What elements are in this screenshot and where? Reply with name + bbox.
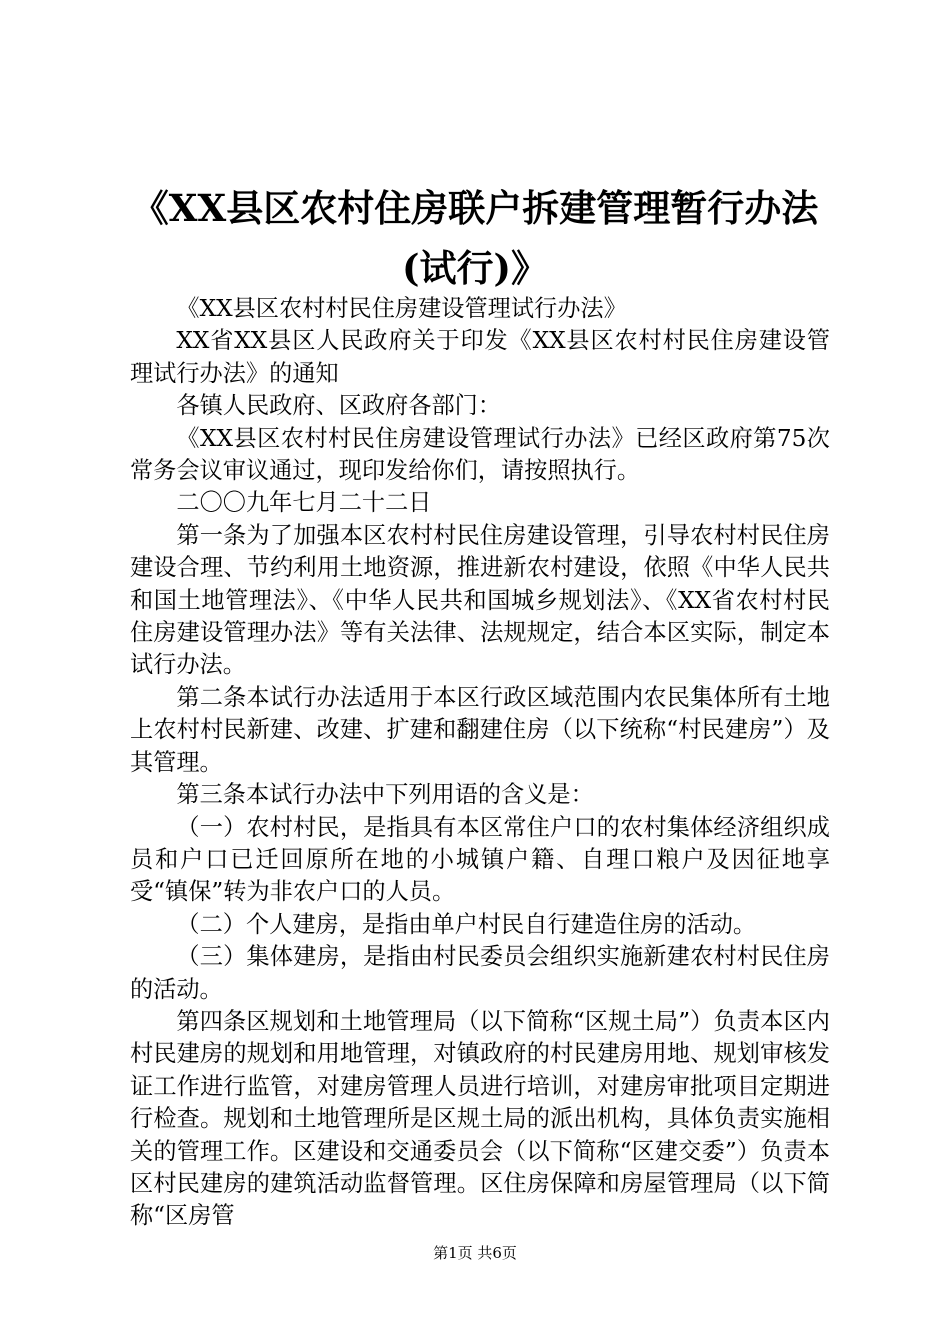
document-title: 《XX县区农村住房联户拆建管理暂行办法(试行)》 [131,186,819,290]
paragraph-notice-heading: XX省XX县区人民政府关于印发《XX县区农村村民住房建设管理试行办法》的通知 [130,327,830,387]
paragraph-addressee: 各镇人民政府、区政府各部门： [176,392,502,420]
paragraph-article-3-item-3: （三）集体建房，是指由村民委员会组织实施新建农村村民住房的活动。 [130,943,830,1003]
paragraph-article-1: 第一条为了加强本区农村村民住房建设管理，引导农村村民住房建设合理、节约利用土地资源，推进新农村建设，依照《中华人民共和国土地管理法》、《中华人民共和国城乡规划法》、《XX省农村村民住房建设管理办法》等有关法律、法规规定，结合本区实际，制定本试行办法。 [130,521,830,679]
paragraph-article-2: 第二条本试行办法适用于本区行政区域范围内农民集体所有土地上农村村民新建、改建、扩建和翻建住房（以下统称“村民建房”）及其管理。 [130,683,830,776]
paragraph-article-3-item-2: （二）个人建房，是指由单户村民自行建造住房的活动。 [176,910,757,938]
document-body [130,293,830,1233]
paragraph-article-3: 第三条本试行办法中下列用语的含义是： [176,781,594,809]
page-footer: 第1页 共6页 [433,1244,517,1262]
paragraph-article-3-item-1: （一）农村村民，是指具有本区常住户口的农村集体经济组织成员和户口已迁回原所在地的小城镇户籍、自理口粮户及因征地享受“镇保”转为非农户口的人员。 [130,813,830,906]
paragraph-ref-title: 《XX县区农村村民住房建设管理试行办法》 [176,295,627,322]
paragraph-notice-body: 《XX县区农村村民住房建设管理试行办法》已经区政府第75次常务会议审议通过，现印发给你们，请按照执行。 [130,424,830,485]
paragraph-article-4: 第四条区规划和土地管理局（以下简称“区规土局”）负责本区内村民建房的规划和用地管理，对镇政府的村民建房用地、规划审核发证工作进行监管，对建房管理人员进行培训，对建房审批项目定期进行检查。规划和土地管理所是区规土局的派出机构，具体负责实施相关的管理工作。区建设和交通委员会（以下简称“区建交委”）负责本区村民建房的建筑活动监督管理。区住房保障和房屋管理局（以下简称“区房管 [130,1007,830,1230]
paragraph-date: 二〇〇九年七月二十二日 [176,489,432,517]
